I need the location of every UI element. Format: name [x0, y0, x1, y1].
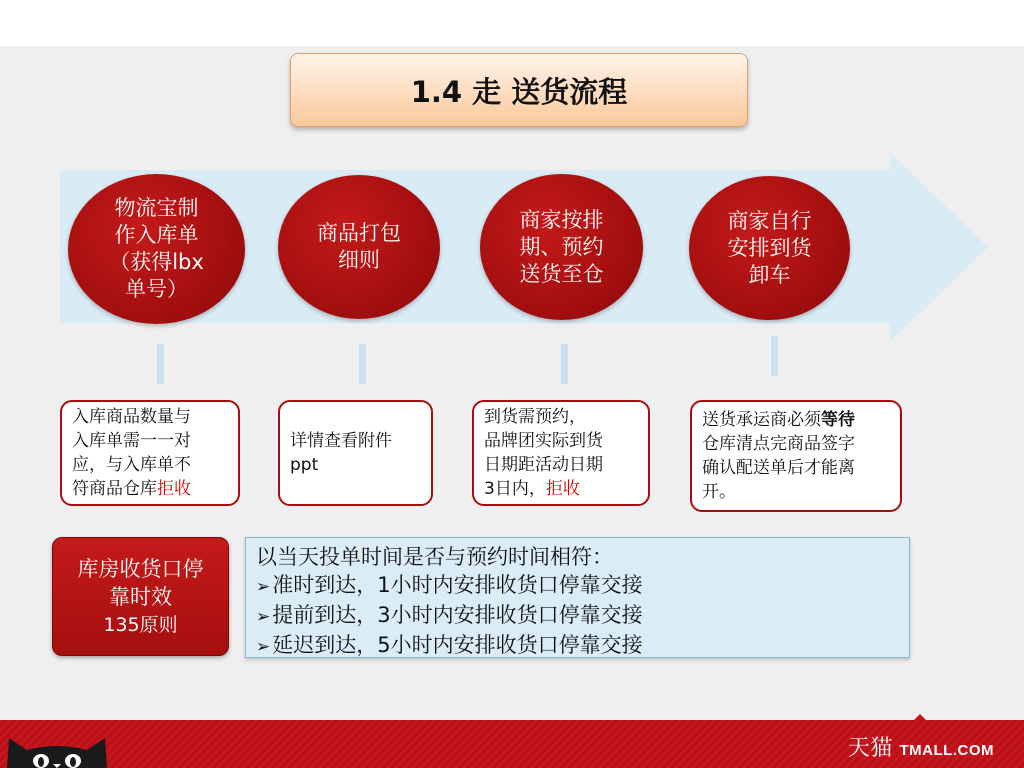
connector-1 [157, 344, 164, 384]
step-label-4: 商家自行 安排到货 卸车 [727, 208, 812, 287]
step-label-2: 商品打包 细则 [317, 221, 401, 272]
note-bold-4: 等待 [821, 410, 855, 430]
note-text-3: 到货需预约， 品牌团实际到货 日期距活动日期 3日内， [484, 407, 603, 499]
connector-2 [359, 344, 366, 384]
note-highlight-1: 拒收 [157, 479, 191, 499]
note-text-4b: 仓库清点完商品签字 确认配送单后才能离 开。 [702, 434, 855, 502]
footer-notch [914, 714, 926, 720]
step-circle-4 [689, 176, 850, 320]
rule-box [52, 537, 229, 656]
info-item-2 [256, 601, 899, 631]
connector-4 [771, 336, 778, 376]
brand-en: TMALL.COM [899, 742, 994, 759]
note-text-1: 入库商品数量与 入库单需一一对 应，与入库单不 符商品仓库 [72, 407, 191, 499]
rule-sub: 135原则 [103, 613, 178, 636]
note-box-2 [278, 400, 433, 506]
note-text-2: 详情查看附件 ppt [290, 431, 392, 475]
brand-cn: 天猫 [847, 735, 893, 760]
info-item-2-text: 提前到达，3小时内安排收货口停靠交接 [272, 603, 643, 627]
tmall-logo [848, 731, 994, 762]
rule-label: 库房收货口停 靠时效 [77, 556, 204, 609]
info-item-1 [256, 571, 899, 601]
info-heading: 以当天投单时间是否与预约时间相符： [256, 545, 613, 569]
slide-title: 1.4 走 送货流程 [290, 53, 748, 127]
step-circle-2 [278, 175, 440, 319]
step-label-3: 商家按排 期、预约 送货至仓 [519, 207, 604, 286]
step-circle-1 [68, 174, 245, 324]
info-item-1-text: 准时到达，1小时内安排收货口停靠交接 [272, 573, 643, 597]
connector-3 [561, 344, 568, 384]
step-label-1: 物流宝制 作入库单 （获得lbx 单号） [109, 196, 204, 301]
info-item-3 [256, 631, 899, 661]
step-circle-3 [480, 174, 643, 320]
note-box-1 [60, 400, 240, 506]
info-item-3-text: 延迟到达，5小时内安排收货口停靠交接 [272, 633, 643, 657]
note-highlight-3: 拒收 [545, 479, 580, 499]
tmall-cat-icon [5, 734, 110, 768]
note-box-3 [472, 400, 650, 506]
note-box-4 [690, 400, 902, 512]
note-text-4a: 送货承运商必须 [702, 410, 821, 430]
info-box [245, 537, 910, 658]
